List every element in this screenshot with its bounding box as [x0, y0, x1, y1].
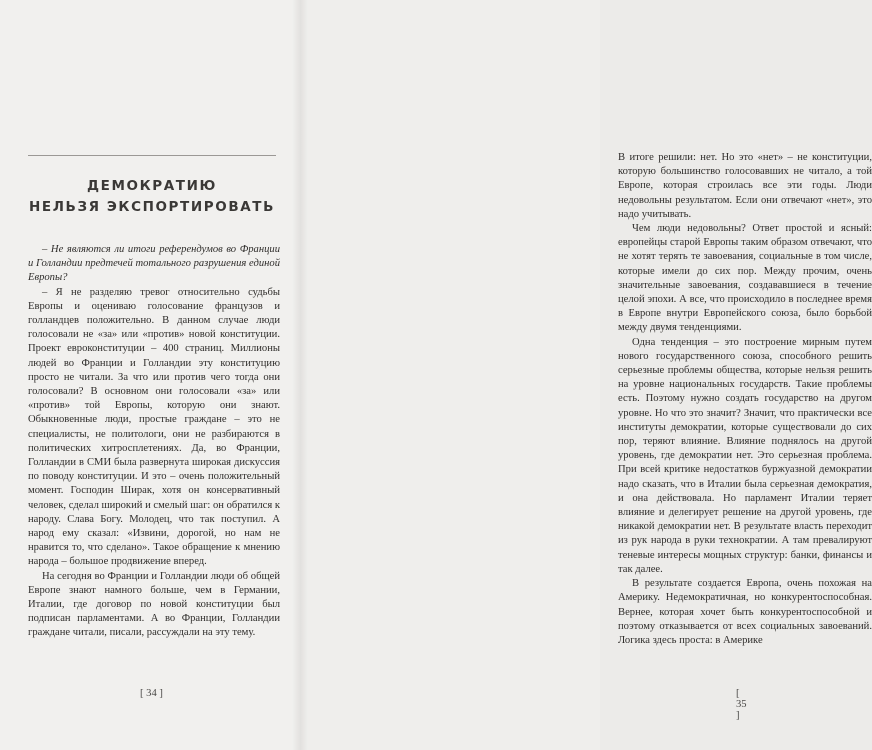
chapter-title-rule [28, 155, 276, 156]
paragraph: Чем люди недовольны? Ответ простой и ясный: европейцы старой Европы таким образом отвечают, что не хотят терять те завоевания, социальные в том числе, которые имели до сих пор. Между прочим, очень значительные завоевания, создававшиеся в течение целой эпохи. А все, что происходило в последнее время в Европе внутри Европейского союза, было борьбой между двумя тенденциями. [618, 223, 872, 334]
chapter-title-line-2: НЕЛЬЗЯ ЭКСПОРТИРОВАТЬ [29, 199, 275, 215]
page-number-left: [ 34 ] [140, 688, 163, 699]
paragraph: В итоге решили: нет. Но это «нет» – не конституции, которую большинство голосовавших не читало, а той Европе, которая строилась все эти годы. Люди недовольны результатом. Если они отвечают «нет», это надо учитывать. [618, 152, 872, 220]
paragraph: – Я не разделяю тревог относительно судьбы Европы и оцениваю голосование французов и голландцев положительно. В данном случае люди голосовали не «за» или «против» новой конституции. Проект евроконституции – 400 страниц. Миллионы людей во Франции и Голландии эту конституцию просто не читали. За что или против чего тогда они голосовали? В основном они голосовали «за» или «против» той Европы, которую они знают. Обыкновенные люди, простые граждане – это не специалисты, не политологи, они не разбираются в политических хитросплетениях. Да, во Франции, Голландии в СМИ была развернута широкая дискуссия по поводу конституции. И это – очень положительный момент. Господин Ширак, хотя он консервативный человек, сделал широкий и смелый шаг: он обратился к народу. Слава Богу. Молодец, что так поступил. А народ ему сказал: «Извини, дорогой, но нам не нравится то, что сделано». Такое обращение к мнению народа – большое продвижение вперед. [28, 286, 280, 568]
paragraph: На сегодня во Франции и Голландии люди об общей Европе знают намного больше, чем в Германии, Италии, где договор по новой конституции был подписан парламентами. А во Франции, Голландии граждане читали, писали, рассуждали на эту тему. [28, 570, 280, 639]
paragraph: Одна тенденция – это построение мирным путем нового государственного союза, способного решить серьезные проблемы общества, которые нельзя решить на уровне национальных государств. Такие проблемы есть. Поэтому нужно создать государство на другом уровне. Но что это значит? Значит, что практически все институты демократии, которые существовали до сих пор, теряют влияние. Влияние поднялось на другой уровень, где демократии нет. Это серьезная проблема. При всей критике недостатков буржуазной демократии надо сказать, что в Италии была серьезная демократия, и она действовала. Но парламент Италии теряет влияние и делегирует решение на другой уровень, где никакой демократии нет. В результате власть переходит из рук народа в руки технократии. А там превалируют теневые интересы мощных структур: банки, финансы и так далее. [618, 336, 872, 575]
right-page [300, 0, 872, 750]
paragraph: В результате создается Европа, очень похожая на Америку. Недемократичная, но конкурентоспособная. Вернее, которая хочет быть конкурентоспособной и поэтому отказывается от всех социальных завоеваний. Логика здесь проста: в Америке [618, 578, 872, 646]
chapter-title-line-1: ДЕМОКРАТИЮ [87, 178, 217, 194]
interview-question: – Не являются ли итоги референдумов во Франции и Голландии предтечей тотального разрушения единой Европы? [28, 244, 280, 284]
left-page [0, 0, 300, 750]
chapter-title [28, 176, 276, 218]
right-page-text [618, 151, 872, 648]
book-gutter [292, 0, 308, 750]
left-page-text [28, 243, 280, 641]
page-number-right: [ 35 ] [736, 688, 747, 721]
